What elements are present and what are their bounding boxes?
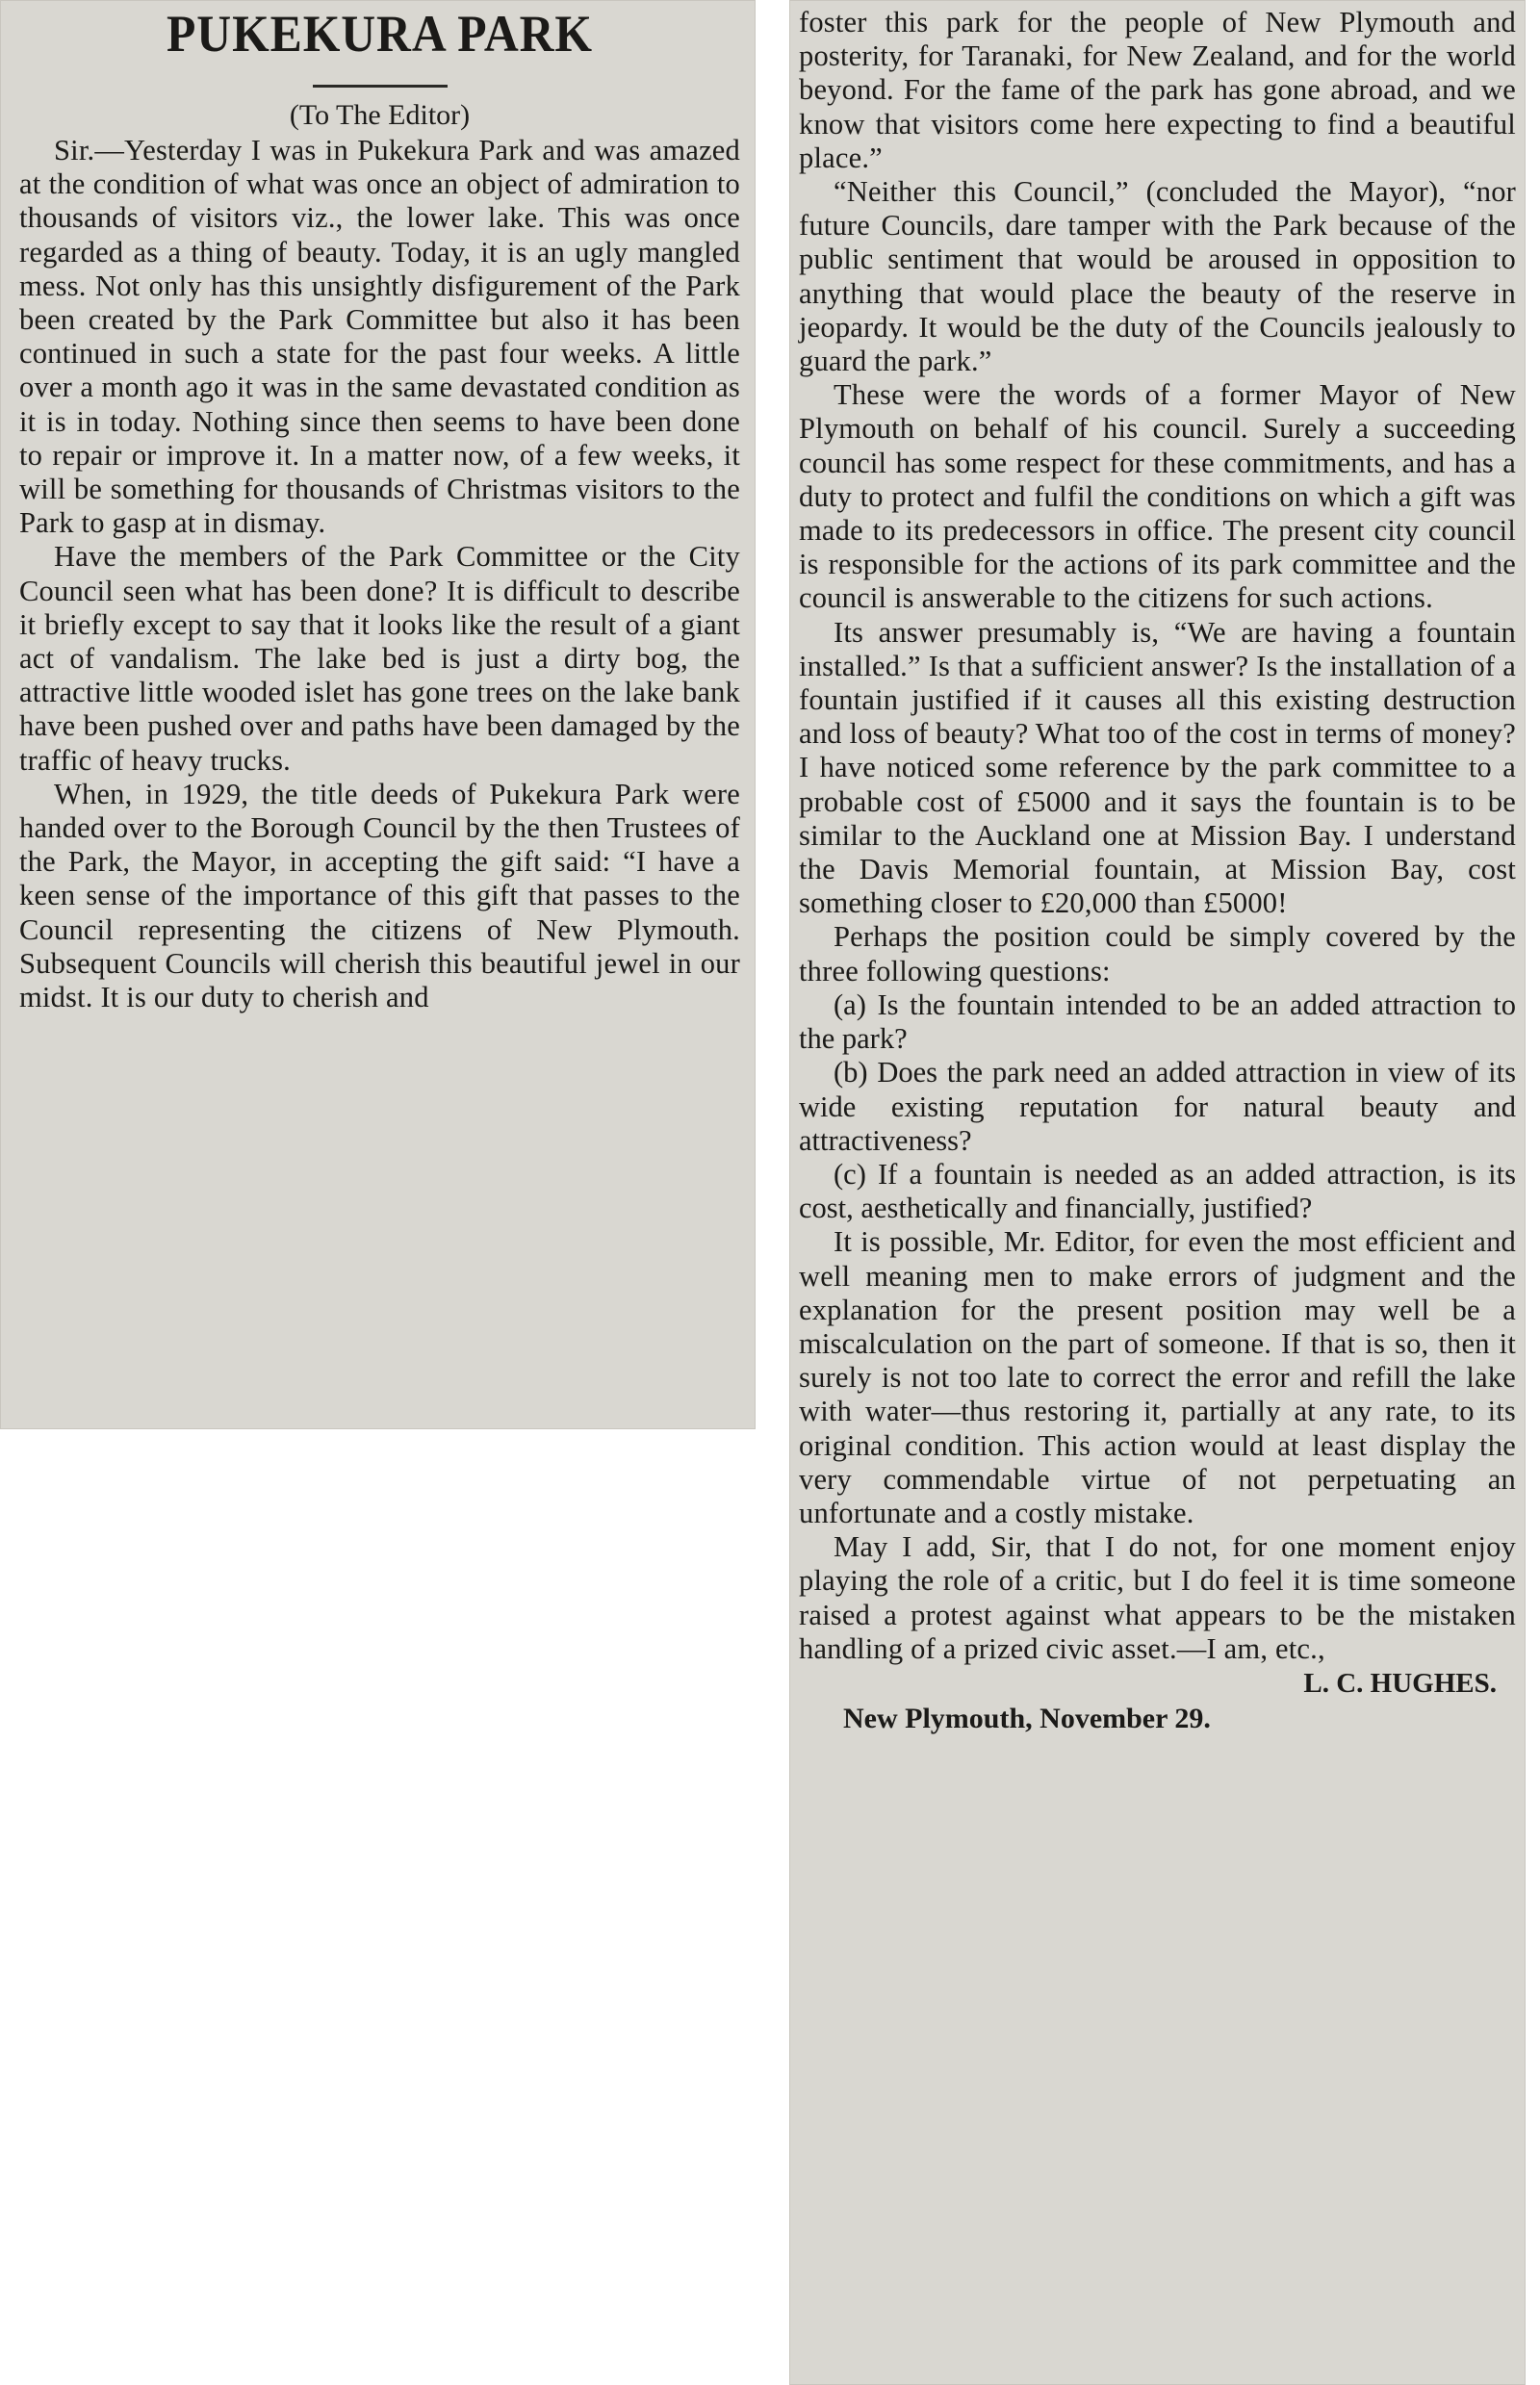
question-b: (b) Does the park need an added attraction in view of its wide existing reputation for natural beauty and attractiveness?	[799, 1056, 1516, 1157]
byline: (To The Editor)	[289, 99, 471, 131]
headline-rule	[313, 85, 448, 88]
clipping-column-right	[789, 0, 1526, 2385]
headline: PUKEKURA PARK	[167, 5, 593, 63]
clipping-column-left	[0, 0, 756, 1429]
question-a: (a) Is the fountain intended to be an added attraction to the park?	[799, 987, 1516, 1056]
paragraph: When, in 1929, the title deeds of Pukekura Park were handed over to the Borough Council by the then Trustees of the Park, the Mayor, in accepting the gift said: “I have a keen sense of the importance of this gift that passes to the Council representing the citizens of New Plymouth. Subsequent Councils will cherish this beautiful jewel in our midst. It is our duty to cherish and	[19, 777, 740, 1014]
paragraph: foster this park for the people of New Plymouth and posterity, for Taranaki, for New Zealand, and for the world beyond. For the fame of the park has gone abroad, and we know that visitors come here expecting to find a beautiful place.”	[799, 6, 1516, 174]
paragraph: “Neither this Council,” (concluded the Mayor), “nor future Councils, dare tamper with the Park because of the public sentiment that would be aroused in opposition to anything that would place the beauty of the reserve in jeopardy. It would be the duty of the Councils jealously to guard the park.”	[799, 175, 1516, 378]
paragraph: It is possible, Mr. Editor, for even the most efficient and well meaning men to make errors of judgment and the explanation for the present position may well be a miscalculation on the part of someone. If that is so, then it surely is not too late to correct the error and refill the lake with water—thus restoring it, partially at any rate, to its original condition. This action would at least display the very commendable virtue of not perpetuating an unfortunate and a costly mistake.	[799, 1225, 1516, 1529]
paragraph: Have the members of the Park Committee or the City Council seen what has been done? It is difficult to describe it briefly except to say that it looks like the result of a giant act of vandalism. The lake bed is just a dirty bog, the attractive little wooded islet has gone trees on the lake bank have been pushed over and paths have been damaged by the traffic of heavy trucks.	[19, 540, 740, 777]
paragraph: May I add, Sir, that I do not, for one moment enjoy playing the role of a critic, but I do feel it is time someone raised a protest against what appears to be the mistaken handling of a prized civic asset.—I am, etc.,	[799, 1530, 1516, 1665]
paragraph: Its answer presumably is, “We are having a fountain installed.” Is that a sufficient answer? Is the installation of a fountain justified if it causes all this existing destruction and loss of beauty? What too of the cost in terms of money? I have noticed some reference by the park committee to a probable cost of £5000 and it says the fountain is to be similar to the Auckland one at Mission Bay. I understand the Davis Memorial fountain, at Mission Bay, cost something closer to £20,000 than £5000!	[799, 615, 1516, 920]
signature: L. C. HUGHES.	[1303, 1667, 1497, 1699]
paragraph: Sir.—Yesterday I was in Pukekura Park and was amazed at the condition of what was once an object of admiration to thousands of visitors viz., the lower lake. This was once regarded as a thing of beauty. Today, it is an ugly mangled mess. Not only has this unsightly disfigurement of the Park been created by the Park Committee but also it has been continued in such a state for the past four weeks. A little over a month ago it was in the same devastated condition as it is in today. Nothing since then seems to have been done to repair or improve it. In a matter now, of a few weeks, it will be something for thousands of Christmas visitors to the Park to gasp at in dismay.	[19, 134, 740, 540]
paragraph: Perhaps the position could be simply covered by the three following questions:	[799, 920, 1516, 987]
question-c: (c) If a fountain is needed as an added attraction, is its cost, aesthetically and financially, justified?	[799, 1157, 1516, 1225]
dateline: New Plymouth, November 29.	[843, 1702, 1211, 1734]
paragraph: These were the words of a former Mayor of New Plymouth on behalf of his council. Surely a succeeding council has some respect for these commitments, and has a duty to protect and fulfil the conditions on which a gift was made to its predecessors in office. The present city council is responsible for the actions of its park committee and the council is answerable to the citizens for such actions.	[799, 378, 1516, 615]
